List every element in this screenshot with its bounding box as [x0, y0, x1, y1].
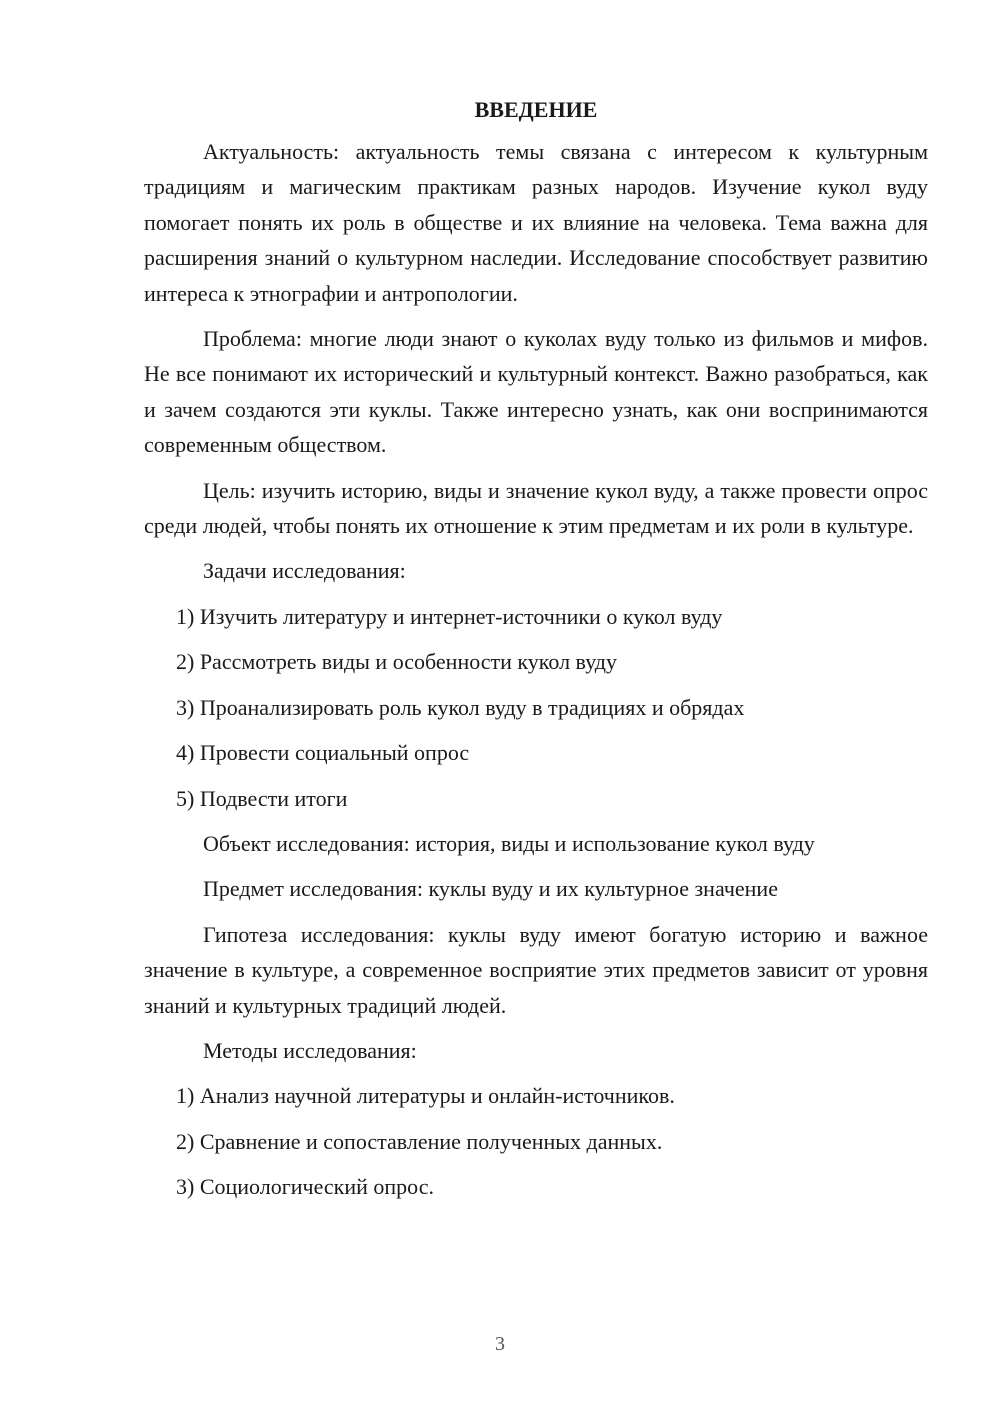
- tasks-heading: Задачи исследования:: [203, 558, 406, 584]
- method-item-2: 2) Сравнение и сопоставление полученных данных.: [176, 1128, 663, 1154]
- task-item-1: 1) Изучить литературу и интернет-источники о кукол вуду: [176, 603, 723, 629]
- relevance-paragraph: Актуальность: актуальность темы связана с интересом к культурным традициям и магическим практикам разных народов. Изучение кукол вуду помогает понять их роль в обществе и их влияние на человека. Тема важна для расширения знаний о культурном наследии. Исследование способствует развитию интереса к этнографии и антропологии.: [144, 139, 928, 306]
- page-title: ВВЕДЕНИЕ: [474, 97, 598, 122]
- method-item-1: 1) Анализ научной литературы и онлайн-источников.: [176, 1083, 675, 1109]
- hypothesis-paragraph: Гипотеза исследования: куклы вуду имеют богатую историю и важное значение в культуре, а современное восприятие этих предметов зависит от уровня знаний и культурных традиций людей.: [144, 921, 928, 1018]
- methods-heading: Методы исследования:: [203, 1037, 417, 1063]
- task-item-5: 5) Подвести итоги: [176, 785, 348, 811]
- subject-line: Предмет исследования: куклы вуду и их культурное значение: [203, 876, 778, 902]
- method-item-3: 3) Социологический опрос.: [176, 1174, 434, 1200]
- task-item-3: 3) Проанализировать роль кукол вуду в традициях и обрядах: [176, 694, 745, 720]
- object-line: Объект исследования: история, виды и использование кукол вуду: [203, 830, 815, 856]
- page-number: 3: [495, 1333, 505, 1355]
- task-item-4: 4) Провести социальный опрос: [176, 740, 470, 766]
- task-item-2: 2) Рассмотреть виды и особенности кукол вуду: [176, 649, 617, 675]
- problem-paragraph: Проблема: многие люди знают о куколах вуду только из фильмов и мифов. Не все понимают их исторический и культурный контекст. Важно разобраться, как и зачем создаются эти куклы. Также интересно узнать, как они воспринимаются современным обществом.: [144, 326, 928, 458]
- document-page: [144, 92, 928, 1215]
- goal-paragraph: Цель: изучить историю, виды и значение кукол вуду, а также провести опрос среди людей, чтобы понять их отношение к этим предметам и их роли в культуре.: [144, 477, 928, 539]
